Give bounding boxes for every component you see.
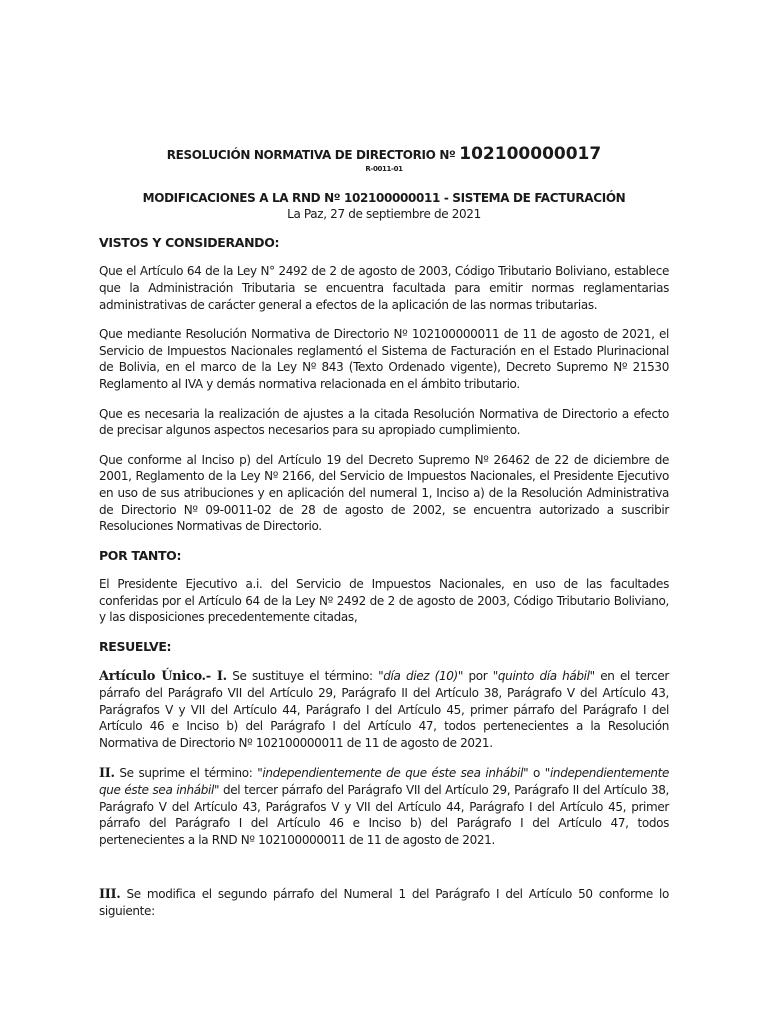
heading-por-tanto: POR TANTO: (99, 547, 182, 563)
article-1-quote-1: "día diez (10)" (378, 668, 464, 683)
title-prefix: RESOLUCIÓN NORMATIVA DE DIRECTORIO Nº (166, 148, 460, 162)
document-code: R-0011-01 (365, 164, 403, 173)
article-unico-paragraph-2 (99, 765, 669, 849)
article-label-i: Artículo Único.- I. (99, 668, 227, 684)
article-label-iii: III. (99, 886, 121, 902)
article-2-quote-1: "independientemente de que éste sea inhábil" (257, 765, 529, 780)
article-3-text: Se modifica el segundo párrafo del Numeral 1 del Parágrafo I del Artículo 50 conforme lo siguiente: (99, 886, 669, 919)
article-2-quote-2: "independientemente que éste sea inhábil" (99, 765, 669, 798)
heading-vistos: VISTOS Y CONSIDERANDO: (99, 234, 280, 250)
paragraph-vistos-2: Que mediante Resolución Normativa de Directorio Nº 102100000011 de 11 de agosto de 2021, el Servicio de Impuestos Nacionales reglamentó el Sistema de Facturación en el Estado Plurinacional de Bolivia, en el marco de la Ley Nº 843 (Texto Ordenado vigente), Decreto Supremo Nº 21530 Reglamento al IVA y demás normativa relacionada en el ámbito tributario. (99, 327, 669, 391)
document-title (99, 146, 669, 164)
document-date: La Paz, 27 de septiembre de 2021 (287, 207, 481, 222)
resolution-number: 102100000017 (459, 144, 602, 164)
document-subtitle: MODIFICACIONES A LA RND Nº 102100000011 - SISTEMA DE FACTURACIÓN (142, 190, 626, 205)
document-body (99, 146, 669, 933)
article-1-quote-2: "quinto día hábil" (492, 668, 595, 683)
paragraph-por-tanto: El Presidente Ejecutivo a.i. del Servicio de Impuestos Nacionales, en uso de las facultades conferidas por el Artículo 64 de la Ley Nº 2492 de 2 de agosto de 2003, Código Tributario Boliviano, y las disposiciones precedentemente citadas, (99, 577, 669, 625)
article-2-text-c: del tercer párrafo del Parágrafo VII del Artículo 29, Parágrafo II del Artículo 38, Parágrafo V del Artículo 43, Parágrafos V y VII del Artículo 44, Parágrafo I del Artículo 45, primer párrafo del Parágrafo I del Artículo 46 e Inciso b) del Parágrafo I del Artículo 47, todos pertenecientes a la RND Nº 102100000011 de 11 de agosto de 2021. (99, 783, 669, 847)
article-2-text-a: Se suprime el término: (114, 765, 258, 780)
article-1-text-c: en el tercer párrafo del Parágrafo VII del Artículo 29, Parágrafo II del Artículo 38, Parágrafo V del Artículo 43, Parágrafos V y VII del Artículo 44, Parágrafo I del Artículo 45, primer párrafo del Parágrafo I del Artículo 46 e Inciso b) del Parágrafo I del Artículo 47, todos pertenecientes a la Resolución Normativa de Directorio Nº 102100000011 de 11 de agosto de 2021. (99, 668, 669, 751)
article-unico-paragraph-3 (99, 886, 669, 920)
spacer (99, 862, 669, 886)
paragraph-vistos-3: Que es necesaria la realización de ajustes a la citada Resolución Normativa de Directorio a efecto de precisar algunos aspectos necesarios para su apropiado cumplimiento. (99, 406, 669, 438)
article-unico-paragraph-1 (99, 668, 669, 752)
article-1-text-b: por (463, 668, 493, 683)
article-1-text-a: Se sustituye el término: (226, 668, 379, 683)
paragraph-vistos-4: Que conforme al Inciso p) del Artículo 19 del Decreto Supremo Nº 26462 de 22 de diciembre de 2001, Reglamento de la Ley Nº 2166, del Servicio de Impuestos Nacionales, el Presidente Ejecutivo en uso de sus atribuciones y en aplicación del numeral 1, Inciso a) de la Resolución Administrativa de Directorio Nº 09-0011-02 de 28 de agosto de 2002, se encuentra autorizado a suscribir Resoluciones Normativas de Directorio. (99, 452, 669, 534)
article-2-text-b: o (528, 765, 545, 780)
heading-resuelve: RESUELVE: (99, 639, 172, 655)
paragraph-vistos-1: Que el Artículo 64 de la Ley N° 2492 de 2 de agosto de 2003, Código Tributario Boliviano, establece que la Administración Tributaria se encuentra facultada para emitir normas reglamentarias administrativas de carácter general a efectos de la aplicación de las normas tributarias. (99, 264, 669, 312)
article-label-ii: II. (99, 765, 115, 781)
